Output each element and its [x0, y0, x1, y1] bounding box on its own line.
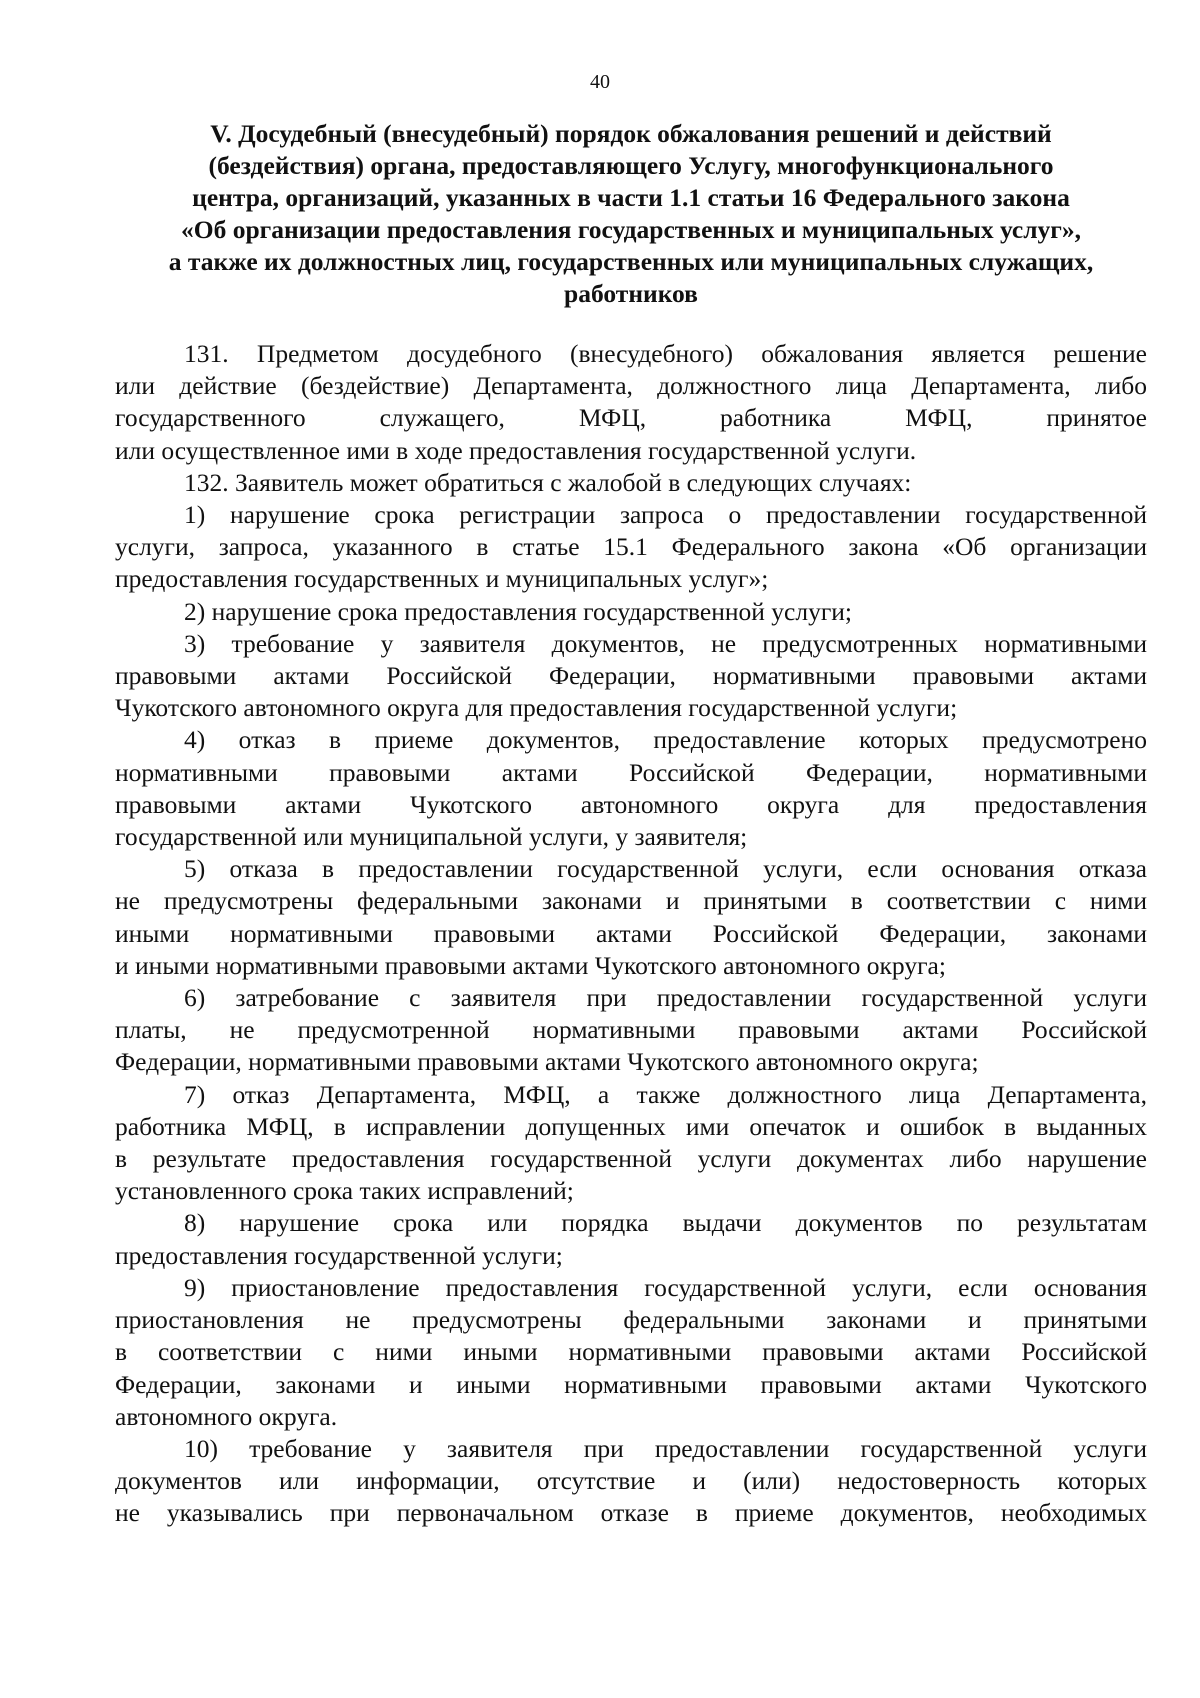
text-line: 6) затребование с заявителя при предоставлении государственной услуги [184, 983, 1147, 1013]
text-line: государственной или муниципальной услуги, у заявителя; [115, 822, 748, 852]
text-line: нормативными правовыми актами Российской Федерации, нормативными [115, 757, 1147, 787]
text-line: 3) требование у заявителя документов, не предусмотренных нормативными [184, 628, 1147, 658]
text-line: Федерации, нормативными правовыми актами Чукотского автономного округа; [115, 1047, 979, 1077]
text-line: или действие (бездействие) Департамента, должностного лица Департамента, либо [115, 371, 1147, 401]
heading-line: «Об организации предоставления государственных и муниципальных услуг», [180, 215, 1082, 244]
page-number: 40 [590, 71, 610, 93]
text-line: 8) нарушение срока или порядка выдачи документов по результатам [184, 1208, 1147, 1238]
text-line: предоставления государственных и муниципальных услуг»; [115, 564, 769, 594]
text-line: 4) отказ в приеме документов, предоставление которых предусмотрено [184, 725, 1147, 755]
section-heading [115, 118, 1147, 310]
paragraph [115, 982, 1147, 1079]
heading-line: центра, организаций, указанных в части 1.1 статьи 16 Федерального закона [192, 183, 1070, 212]
text-line: предоставления государственной услуги; [115, 1240, 563, 1270]
text-line: Чукотского автономного округа для предоставления государственной услуги; [115, 693, 958, 723]
text-line: не предусмотрены федеральными законами и принятыми в соответствии с ними [115, 886, 1147, 916]
heading-line: работников [564, 279, 698, 308]
text-line: или осуществленное ими в ходе предоставления государственной услуги. [115, 435, 917, 465]
text-line: услуги, запроса, указанного в статье 15.1 Федерального закона «Об организации [115, 532, 1147, 562]
paragraph [115, 499, 1147, 596]
heading-line: а также их должностных лиц, государственных или муниципальных служащих, [168, 247, 1094, 276]
heading-line: V. Досудебный (внесудебный) порядок обжалования решений и действий [210, 119, 1052, 148]
text-line: 10) требование у заявителя при предоставлении государственной услуги [184, 1433, 1147, 1463]
text-line: иными нормативными правовыми актами Российской Федерации, законами [115, 918, 1147, 948]
text-line: 7) отказ Департамента, МФЦ, а также должностного лица Департамента, [184, 1079, 1147, 1109]
text-line: в соответствии с ними иными нормативными правовыми актами Российской [115, 1337, 1147, 1367]
text-line: и иными нормативными правовыми актами Чукотского автономного округа; [115, 950, 946, 980]
paragraph [115, 628, 1147, 725]
text-line: 5) отказа в предоставлении государственной услуги, если основания отказа [184, 854, 1147, 884]
paragraph [115, 853, 1147, 982]
text-line: правовыми актами Российской Федерации, нормативными правовыми актами [115, 661, 1147, 691]
paragraph [115, 338, 1147, 467]
text-line: приостановления не предусмотрены федеральными законами и принятыми [115, 1305, 1147, 1335]
text-line: установленного срока таких исправлений; [115, 1176, 574, 1206]
text-line: 2) нарушение срока предоставления государственной услуги; [184, 596, 853, 626]
text-line: Федерации, законами и иными нормативными правовыми актами Чукотского [115, 1369, 1147, 1399]
text-line: работника МФЦ, в исправлении допущенных ими опечаток и ошибок в выданных [115, 1111, 1147, 1141]
text-line: 9) приостановление предоставления государственной услуги, если основания [184, 1272, 1147, 1302]
paragraph [115, 1272, 1147, 1433]
text-line: не указывались при первоначальном отказе в приеме документов, необходимых [115, 1498, 1147, 1528]
text-line: 132. Заявитель может обратиться с жалобой в следующих случаях: [184, 467, 912, 497]
paragraph [115, 724, 1147, 853]
text-line: автономного округа. [115, 1401, 338, 1431]
text-line: платы, не предусмотренной нормативными правовыми актами Российской [115, 1015, 1147, 1045]
text-line: в результате предоставления государственной услуги документах либо нарушение [115, 1144, 1147, 1174]
document-body [115, 338, 1147, 1530]
heading-line: (бездействия) органа, предоставляющего Услугу, многофункционального [208, 151, 1054, 180]
text-line: государственного служащего, МФЦ, работника МФЦ, принятое [115, 403, 1147, 433]
text-line: документов или информации, отсутствие и (или) недостоверность которых [115, 1466, 1147, 1496]
paragraph [115, 1079, 1147, 1208]
text-line: 1) нарушение срока регистрации запроса о предоставлении государственной [184, 500, 1147, 530]
paragraph [115, 596, 1147, 628]
text-line: правовыми актами Чукотского автономного округа для предоставления [115, 789, 1147, 819]
paragraph [115, 1433, 1147, 1530]
paragraph [115, 467, 1147, 499]
paragraph [115, 1207, 1147, 1271]
text-line: 131. Предметом досудебного (внесудебного) обжалования является решение [184, 339, 1147, 368]
